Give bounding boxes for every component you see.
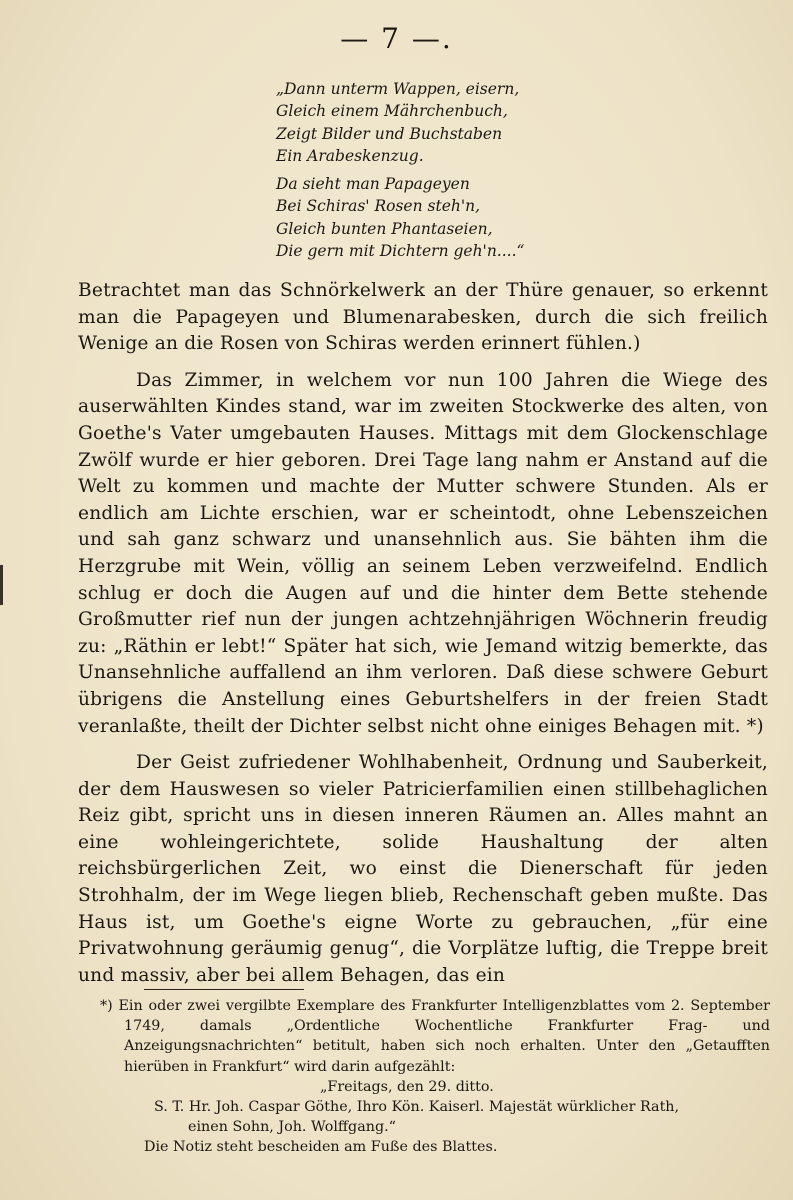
footnote-quote-line: S. T. Hr. Joh. Caspar Göthe, Ihro Kön. Kaiserl. Majestät würklicher Rath, — [154, 1099, 680, 1116]
paragraph-gap — [78, 358, 768, 368]
poem-line: Bei Schiras' Rosen steh'n, — [276, 197, 481, 216]
poem-line: Gleich einem Mährchenbuch, — [276, 102, 508, 121]
footnote — [100, 996, 770, 1158]
page-number: — 7 —. — [340, 22, 453, 55]
paragraph-household: Der Geist zufriedener Wohlhabenheit, Ordnung und Sauberkeit, der dem Hauswesen so vieler Patricierfamilien einen stillbehaglichen Reiz gibt, spricht uns in diesen inneren Räumen an. Alles mahnt an eine wohleingerichtete, solide Haushaltung der alten reichsbürgerlichen Zeit, wo einst die Dienerschaft für jeden Strohhalm, der im Wege liegen blieb, Rechenschaft geben mußte. Das Haus ist, um Goethe's eigne Worte zu gebrauchen, „für eine Privatwohnung geräumig genug“, die Vorplätze luftig, die Treppe breit und massiv, aber bei allem Behagen, das ein — [78, 752, 768, 986]
poem-line: Da sieht man Papageyen — [276, 175, 470, 194]
footnote-date-line: „Freitags, den 29. ditto. — [320, 1078, 494, 1095]
paragraph-gap — [78, 740, 768, 750]
poem-line: Ein Arabeskenzug. — [276, 146, 424, 165]
poem-line: Die gern mit Dichtern geh'n....“ — [276, 242, 525, 261]
poem-line: „Dann unterm Wappen, eisern, — [276, 80, 520, 98]
paragraph-birth-room: Das Zimmer, in welchem vor nun 100 Jahren die Wiege des auserwählten Kindes stand, war im zweiten Stockwerke des alten, von Goethe's Vater umgebauten Hauses. Mittags mit dem Glockenschlage Zwölf wurde er hier geboren. Drei Tage lang nahm er Anstand auf die Welt zu kommen und machte der Mutter schwere Stunden. Als er endlich am Lichte erschien, war er scheintodt, ohne Lebenszeichen und sah ganz schwarz und unansehnlich aus. Sie bähten ihm die Herzgrube mit Wein, völlig an seinem Leben verzweifelnd. Endlich schlug er doch die Augen auf und die hinter dem Bette stehende Großmutter rief nun der jungen achtzehnjährigen Wöchnerin freudig zu: „Räthin er lebt!“ Später hat sich, wie Jemand witzig bemerkte, das Unansehnliche auffallend an ihm verloren. Daß diese schwere Geburt übrigens die Anstellung eines Geburtshelfers in der freien Stadt veranlaßte, theilt der Dichter selbst nicht ohne einiges Behagen mit. *) — [78, 369, 768, 737]
poem-line: Zeigt Bilder und Buchstaben — [276, 124, 503, 143]
footnote-closing: Die Notiz steht bescheiden am Fuße des Blattes. — [144, 1139, 498, 1156]
poem-block — [276, 78, 696, 262]
page-edge-mark — [0, 565, 3, 605]
footnote-rule — [144, 989, 304, 990]
footnote-quote-line: einen Sohn, Joh. Wolffgang.“ — [188, 1119, 396, 1136]
body-text — [78, 278, 768, 989]
poem-line: Gleich bunten Phantaseien, — [276, 219, 493, 238]
footnote-intro: *) Ein oder zwei vergilbte Exemplare des Frankfurter Intelligenzblattes vom 2. September 1749, damals „Ordentliche Wochentliche Frankfurter Frag- und Anzeigungsnachrichten“ betitult, haben sich noch erhalten. Unter den „Getaufften hierüben in Frankfurt“ wird darin aufgezählt: — [100, 998, 770, 1075]
paragraph-door-ornament: Betrachtet man das Schnörkelwerk an der Thüre genauer, so erkennt man die Papageyen und Blumenarabesken, durch die sich freilich Wenige an die Rosen von Schiras werden erinnert fühlen.) — [78, 280, 768, 355]
